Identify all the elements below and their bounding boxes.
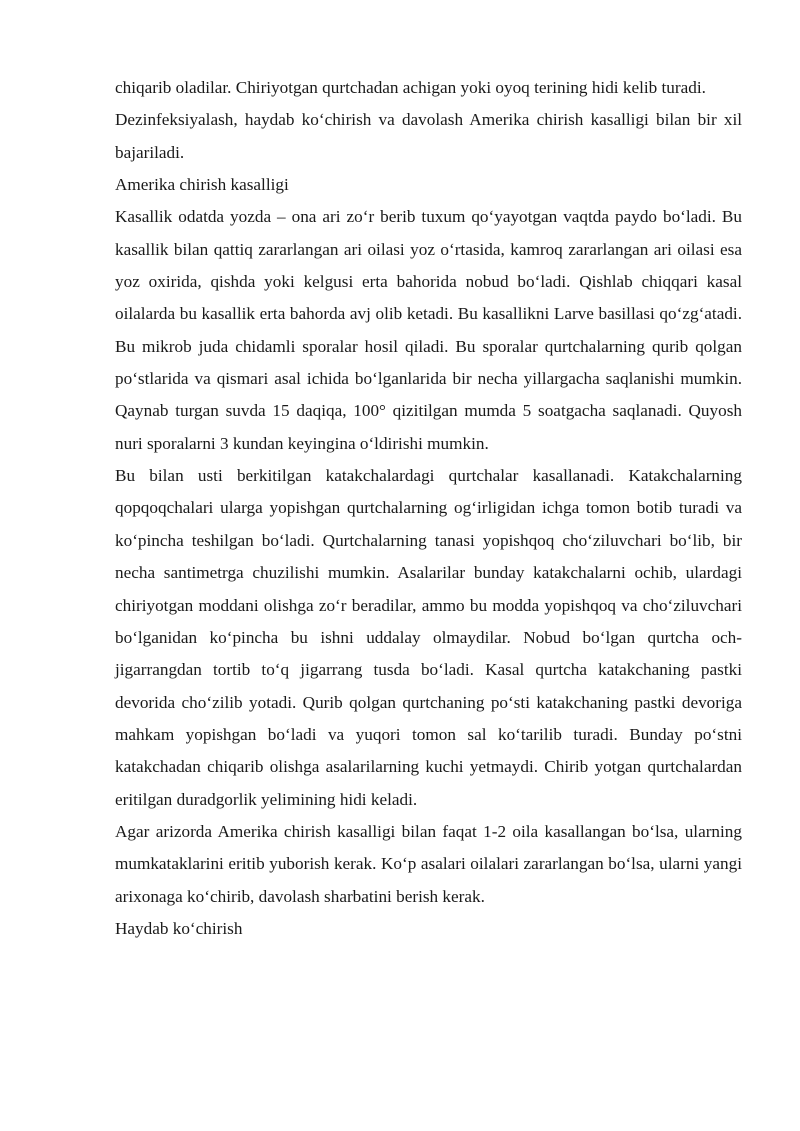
paragraph-disease-onset: Kasallik odatda yozda – ona ari zo‘r berib tuxum qo‘yayotgan vaqtda paydo bo‘ladi. Bu kasallik bilan qattiq zararlangan ari oilasi yoz o‘rtasida, kamroq zararlangan ari oilasi esa yoz oxirida, qishda yoki kelgusi erta bahorida nobud bo‘ladi. Qishlab chiqqari kasal oilalarda bu kasallik erta bahorda avj olib ketadi. Bu kasallikni Larve basillasi qo‘zg‘atadi. Bu mikrob juda chidamli sporalar hosil qiladi. Bu sporalar qurtchalarning qurib qolgan po‘stlarida va qismari asal ichida bo‘lganlarida bir necha yillargacha saqlanishi mumkin. Qaynab turgan suvda 15 daqiqa, 100° qizitilgan mumda 5 soatgacha saqlanadi. Quyosh nuri sporalarni 3 kundan keyingina o‘ldirishi mumkin. bbox=[115, 207, 742, 453]
paragraph-treatment: Agar arizorda Amerika chirish kasalligi bilan faqat 1-2 oila kasallangan bo‘lsa, ularning mumkataklarini eritib yuborish kerak. Ko‘p asalari oilalari zararlangan bo‘lsa, ularni yangi arixonaga ko‘chirib, davolash sharbatini berish kerak. bbox=[115, 821, 742, 906]
document-page bbox=[115, 72, 742, 945]
section-heading-transfer: Haydab ko‘chirish bbox=[115, 918, 243, 938]
paragraph-disinfection: Dezinfeksiyalash, haydab ko‘chirish va davolash Amerika chirish kasalligi bilan bir xil bajariladi. bbox=[115, 110, 742, 162]
section-heading-american-foulbrood: Amerika chirish kasalligi bbox=[115, 175, 289, 195]
paragraph-symptoms: Bu bilan usti berkitilgan katakchalardagi qurtchalar kasallanadi. Katakchalarning qopqoqchalari ularga yopishgan qurtchalarning og‘irligidan ichga tomon botib turadi va ko‘pincha teshilgan bo‘ladi. Qurtchalarning tanasi yopishqoq cho‘ziluvchari bo‘lib, bir necha santimetrga chuzilishi mumkin. Asalarilar bunday katakchalarni ochib, ulardagi chiriyotgan moddani olishga zo‘r beradilar, ammo bu modda yopishqoq va cho‘ziluvchari bo‘lganidan ko‘pincha bu ishni uddalay olmaydilar. Nobud bo‘lgan qurtcha och-jigarrangdan tortib to‘q jigarrang tusda bo‘ladi. Kasal qurtcha katakchaning pastki devorida cho‘zilib yotadi. Qurib qolgan qurtchaning po‘sti katakchaning pastki devoriga mahkam yopishgan bo‘ladi va yuqori tomon sal ko‘tarilib turadi. Bunday po‘stni katakchadan chiqarib olishga asalarilarning kuchi yetmaydi. Chirib yotgan qurtchalardan eritilgan duradgorlik yelimining hidi keladi. bbox=[115, 466, 742, 809]
paragraph-continuation: chiqarib oladilar. Chiriyotgan qurtchadan achigan yoki oyoq terining hidi kelib turadi. bbox=[115, 78, 706, 97]
